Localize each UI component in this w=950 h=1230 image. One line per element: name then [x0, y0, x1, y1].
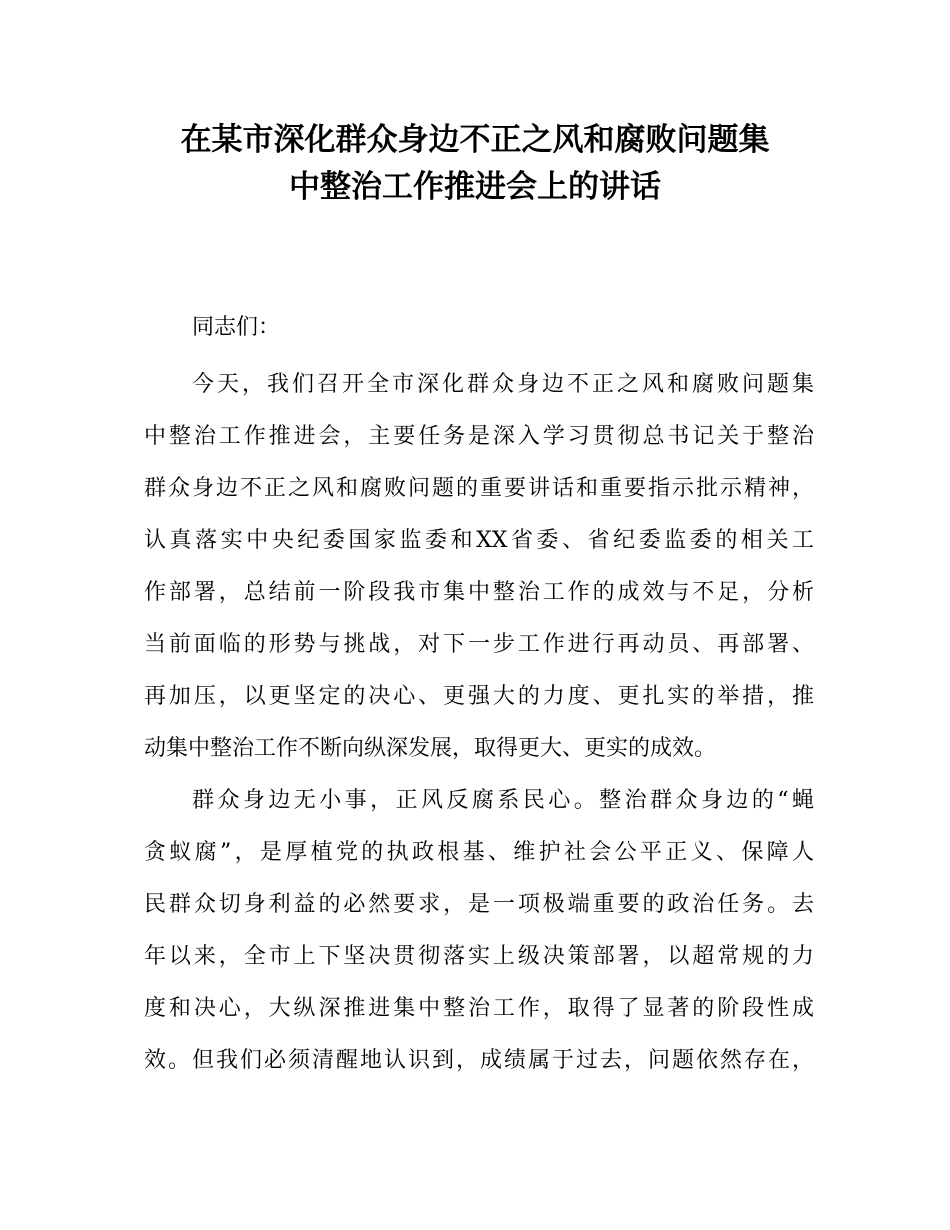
paragraph-line: 年以来，全市上下坚决贯彻落实上级决策部署，以超常规的力: [144, 944, 814, 969]
paragraph-line: 作部署，总结前一阶段我市集中整治工作的成效与不足，分析: [144, 580, 814, 605]
paragraph-line: 贪蚁腐”，是厚植党的执政根基、维护社会公平正义、保障人: [144, 840, 814, 865]
document-title-line-2: 中整治工作推进会上的讲话: [289, 169, 661, 205]
paragraph-line: 效。但我们必须清醒地认识到，成绩属于过去，问题依然存在，: [144, 1048, 814, 1073]
paragraph-line: 度和决心，大纵深推进集中整治工作，取得了显著的阶段性成: [144, 996, 814, 1021]
paragraph-line: 中整治工作推进会，主要任务是深入学习贯彻总书记关于整治: [144, 424, 814, 449]
paragraph-line: 当前面临的形势与挑战，对下一步工作进行再动员、再部署、: [144, 632, 814, 657]
salutation: 同志们：: [192, 315, 281, 340]
paragraph-1: [144, 359, 814, 775]
paragraph-line: 今天，我们召开全市深化群众身边不正之风和腐败问题集: [192, 372, 814, 397]
document-title-line-1: 在某市深化群众身边不正之风和腐败问题集: [180, 122, 770, 158]
paragraph-line: 群众身边不正之风和腐败问题的重要讲话和重要指示批示精神，: [144, 476, 814, 501]
paragraph-line: 动集中整治工作不断向纵深发展，取得更大、更实的成效。: [144, 736, 717, 761]
paragraph-line: 再加压，以更坚定的决心、更强大的力度、更扎实的举措，推: [144, 684, 814, 709]
paragraph-line: 认真落实中央纪委国家监委和XX省委、省纪委监委的相关工: [144, 528, 814, 553]
paragraph-2: [144, 775, 814, 1087]
paragraph-line: 群众身边无小事，正风反腐系民心。整治群众身边的“蝇: [192, 788, 814, 813]
paragraph-line: 民群众切身利益的必然要求，是一项极端重要的政治任务。去: [144, 892, 814, 917]
